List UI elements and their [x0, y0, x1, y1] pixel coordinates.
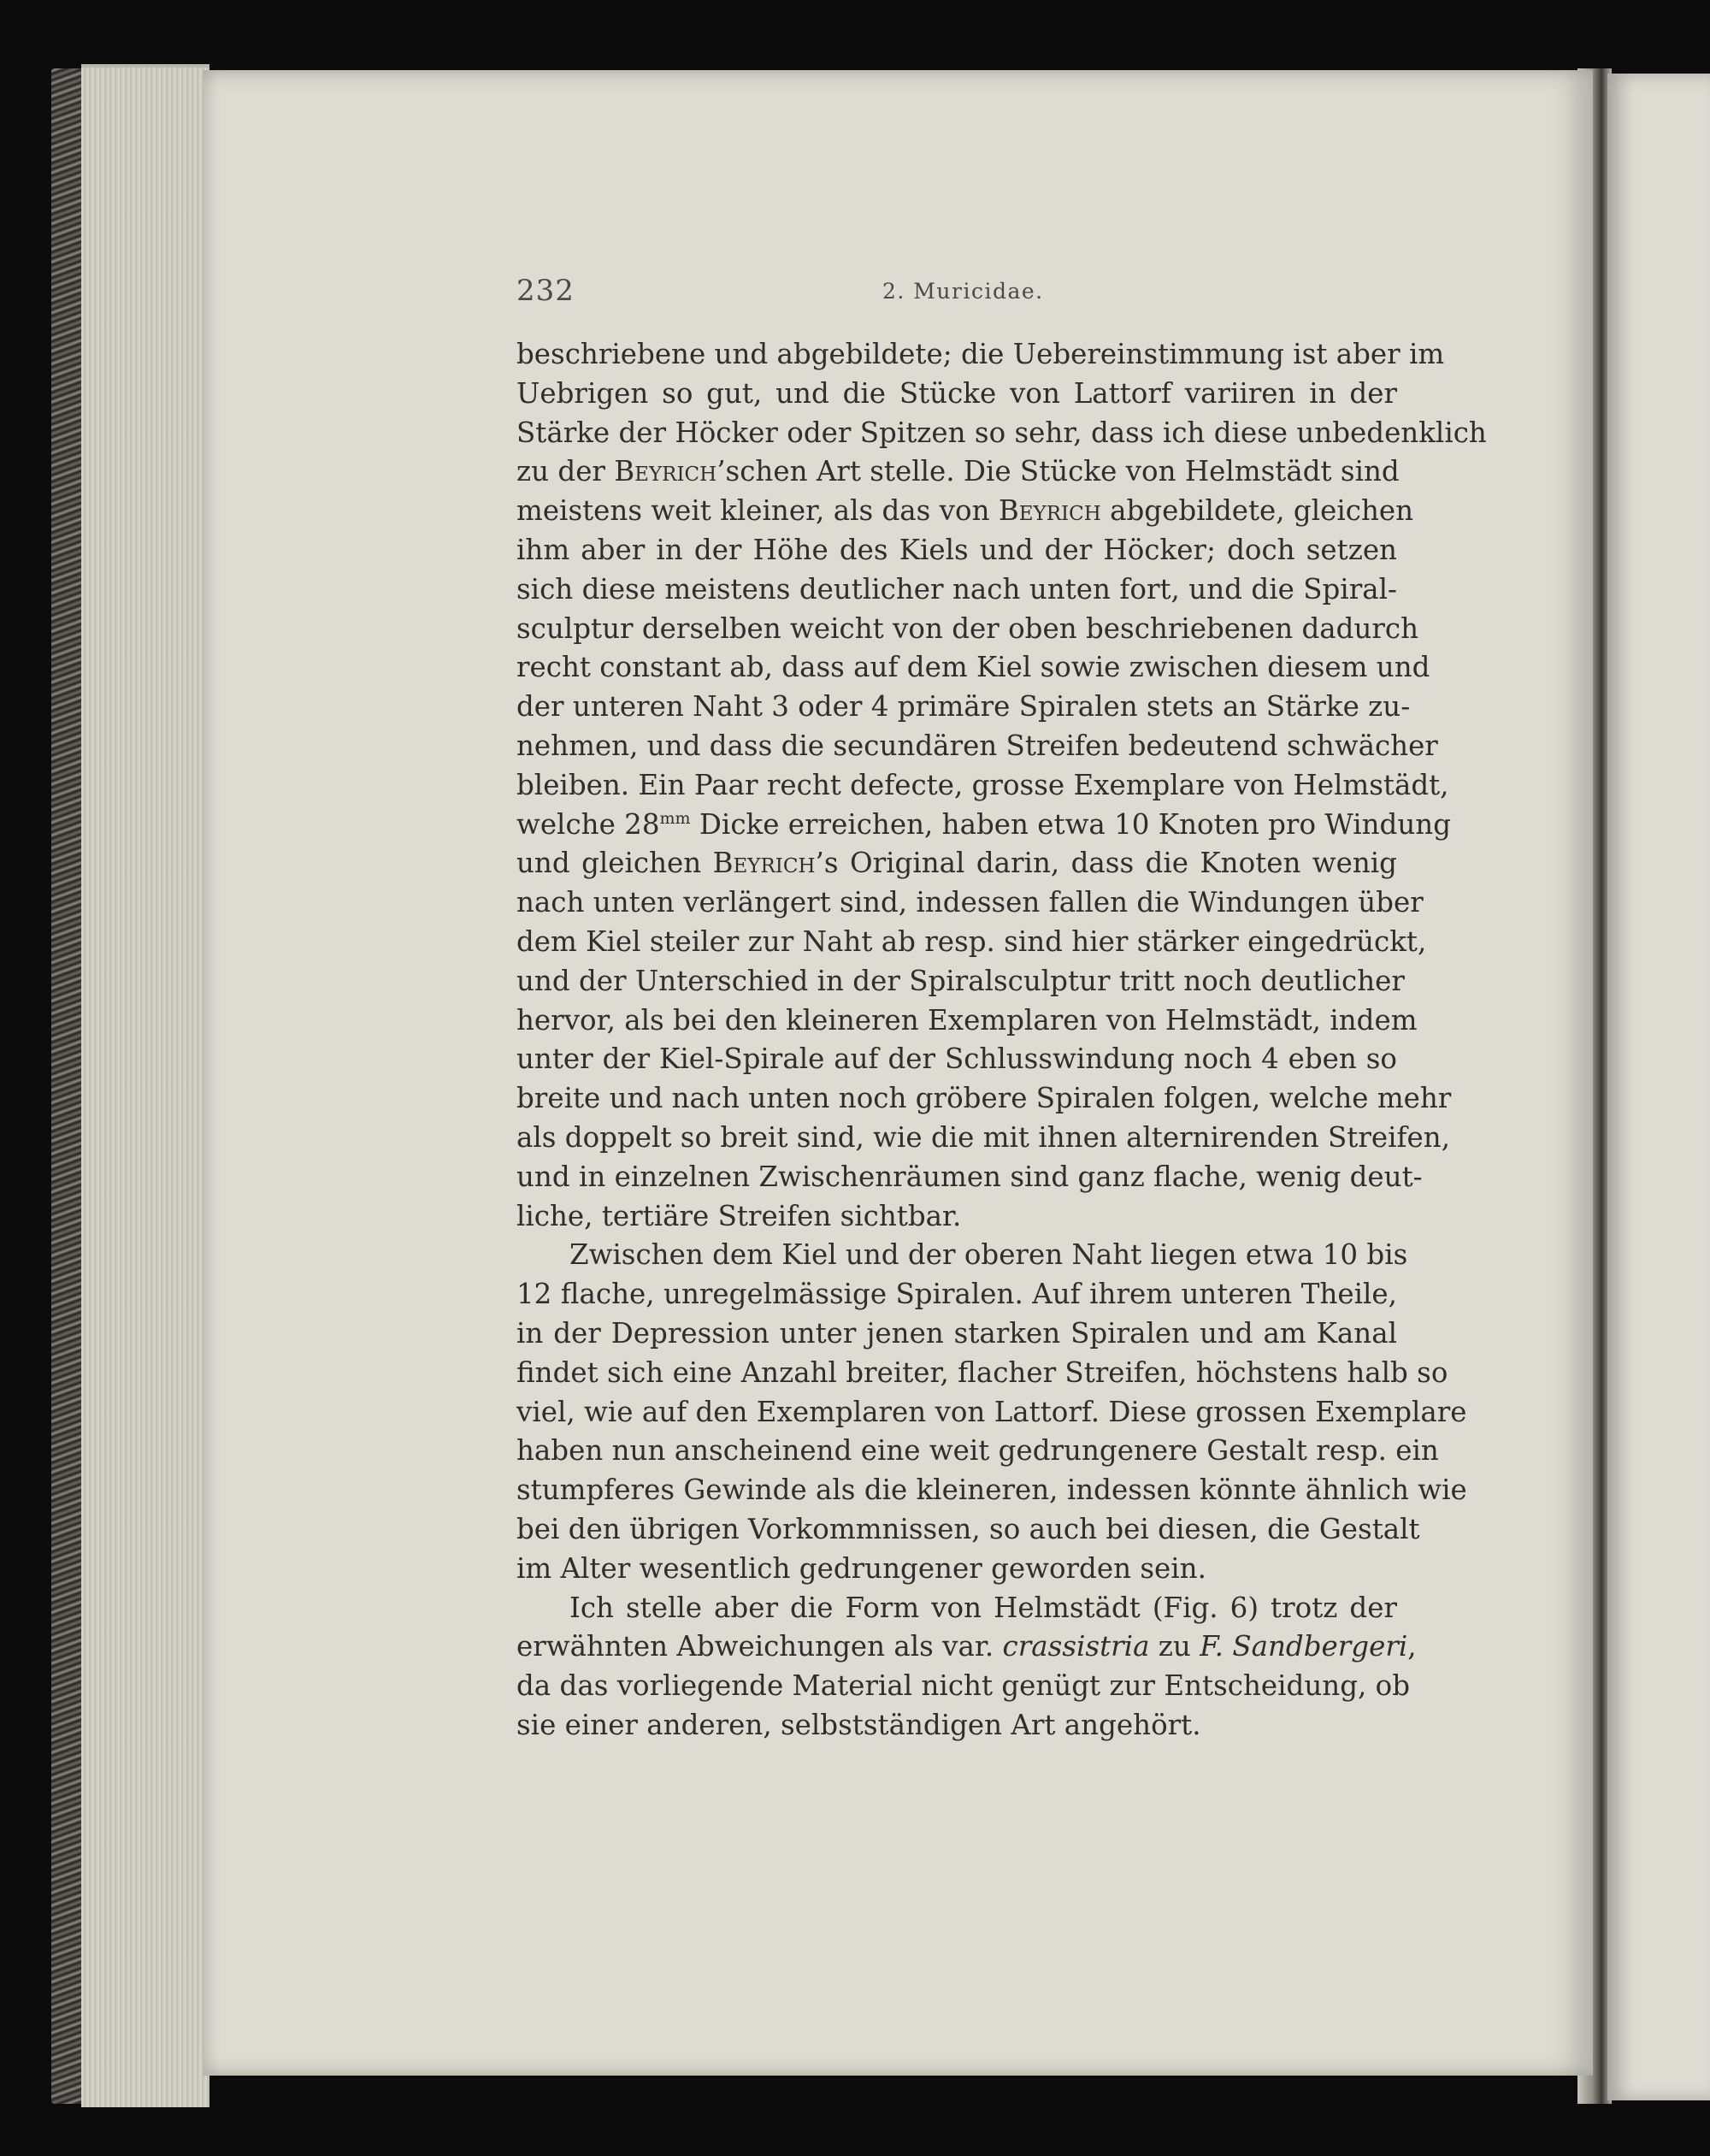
text-line: nehmen, und dass die secundären Streifen bedeutend schwächer [516, 729, 1438, 762]
text-line: sculptur derselben weicht von der oben beschriebenen dadurch [516, 611, 1419, 645]
variety-name: crassistria [1002, 1630, 1150, 1663]
text-line: findet sich eine Anzahl breiter, flacher Streifen, höchstens halb so [516, 1356, 1448, 1389]
facing-page-edge [1607, 74, 1710, 2100]
text-line: 12 flache, unregelmässige Spiralen. Auf ihrem unteren Theile, [516, 1278, 1397, 1311]
text-line: viel, wie auf den Exemplaren von Lattorf. Diese grossen Exemplare [516, 1395, 1467, 1428]
text-line: dem Kiel steiler zur Naht ab resp. sind hier stärker eingedrückt, [516, 924, 1427, 958]
text-line: Uebrigen so gut, und die Stücke von Lattorf variiren in der [516, 376, 1397, 410]
text-line: da das vorliegende Material nicht genügt zur Entscheidung, ob [516, 1669, 1411, 1703]
text-line: sie einer anderen, selbstständigen Art angehört. [516, 1708, 1201, 1741]
text-line: recht constant ab, dass auf dem Kiel sowie zwischen diesem und [516, 651, 1430, 684]
text-line: erwähnten Abweichungen als var. crassistria zu F. Sandbergeri, [516, 1630, 1417, 1663]
page-stack-edges [81, 64, 209, 2107]
text-line: unter der Kiel-Spirale auf der Schlusswindung noch 4 eben so [516, 1043, 1397, 1076]
text-line: stumpferes Gewinde als die kleineren, indessen könnte ähnlich wie [516, 1474, 1467, 1507]
species-name: F. Sandbergeri [1200, 1630, 1408, 1663]
text-line: in der Depression unter jenen starken Spiralen und am Kanal [516, 1316, 1397, 1350]
author-name: Beyrich [614, 455, 717, 488]
section-title: 2. Muricidae. [882, 279, 1044, 304]
text-line: Zwischen dem Kiel und der oberen Naht liegen etwa 10 bis [569, 1238, 1408, 1272]
text-line: bei den übrigen Vorkommnissen, so auch bei diesen, die Gestalt [516, 1512, 1420, 1545]
text-line: sich diese meistens deutlicher nach unten fort, und die Spiral- [516, 572, 1397, 605]
running-head [516, 274, 1397, 316]
text-line: meistens weit kleiner, als das von Beyrich abgebildete, gleichen [516, 494, 1414, 528]
text-line: und in einzelnen Zwischenräumen sind ganz flache, wenig deut- [516, 1160, 1423, 1193]
text-line: und der Unterschied in der Spiralsculptur tritt noch deutlicher [516, 964, 1405, 997]
text-line: zu der Beyrich’schen Art stelle. Die Stücke von Helmstädt sind [516, 455, 1400, 488]
text-line: Ich stelle aber die Form von Helmstädt (Fig. 6) trotz der [569, 1591, 1397, 1624]
text-line: nach unten verlängert sind, indessen fallen die Windungen über [516, 886, 1424, 919]
text-line: liche, tertiäre Streifen sichtbar. [516, 1199, 962, 1232]
text-line: ihm aber in der Höhe des Kiels und der Höcker; doch setzen [516, 533, 1397, 566]
text-line: breite und nach unten noch gröbere Spiralen folgen, welche mehr [516, 1082, 1452, 1115]
text-line: bleiben. Ein Paar recht defecte, grosse Exemplare von Helmstädt, [516, 768, 1449, 801]
author-name: Beyrich [998, 494, 1101, 528]
text-line: und gleichen Beyrich’s Original darin, dass die Knoten wenig [516, 847, 1397, 880]
text-line: hervor, als bei den kleineren Exemplaren von Helmstädt, indem [516, 1003, 1418, 1037]
unit-superscript: mm [659, 808, 691, 828]
body-text [516, 335, 1487, 1745]
text-line: als doppelt so breit sind, wie die mit ihnen alternirenden Streifen, [516, 1120, 1451, 1154]
author-name: Beyrich [712, 847, 816, 880]
text-line: beschriebene und abgebildete; die Uebereinstimmung ist aber im [516, 338, 1445, 370]
text-line: haben nun anscheinend eine weit gedrungenere Gestalt resp. ein [516, 1434, 1439, 1468]
page-number: 232 [516, 274, 575, 308]
text-line: welche $28^{mm}$ Dicke erreichen, haben etwa 10 Knoten pro Windung [516, 807, 1451, 841]
text-line: der unteren Naht 3 oder 4 primäre Spiralen stets an Stärke zu- [516, 690, 1411, 724]
text-line: Stärke der Höcker oder Spitzen so sehr, dass ich diese unbedenklich [516, 416, 1487, 449]
text-line: im Alter wesentlich gedrungener geworden sein. [516, 1551, 1206, 1585]
